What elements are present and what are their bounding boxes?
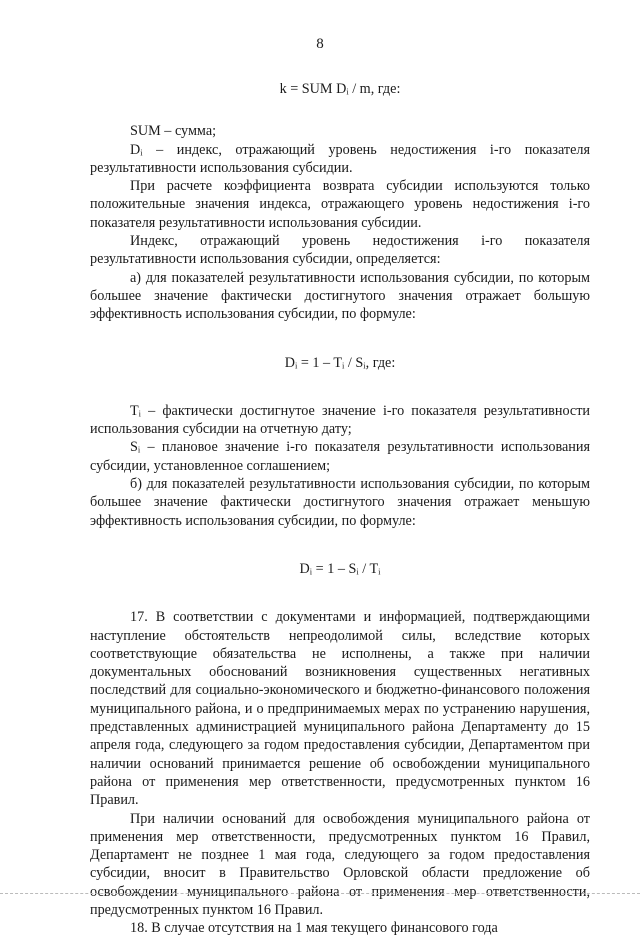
footer-divider xyxy=(0,893,640,894)
formula-a: Dᵢ = 1 – Tᵢ / Sᵢ, где: xyxy=(284,354,396,371)
paragraph-18: 18. В случае отсутствия на 1 мая текущего финансового года xyxy=(130,920,498,937)
paragraph-17: 17. В соответствии с документами и информацией, подтверждающими наступление обстоятельств непреодолимой силы, вследствие которых соответствующие обязательства не исполнены, а также при наличии документальных обоснований возникновения существенных негативных последствий для социально-экономического и бюджетно-финансового положения муниципального района, и о предпринимаемых мерах по устранению нарушения, представленных администрацией муниципального района Департаменту до 15 апреля года, следующего за годом предоставления субсидии, Департаментом при наличии оснований принимается решение об освобождении муниципального района от применения мер ответственности, предусмотренных пунктом 16 Правил. xyxy=(90,609,590,809)
definition-si: Sᵢ – плановое значение i-го показателя результативности использования субсидии, установленное соглашением; xyxy=(90,439,590,474)
paragraph-a: а) для показателей результативности использования субсидии, по которым большее значение фактически достигнутого значения отражает большую эффективность использования субсидии, по формуле: xyxy=(90,269,590,323)
paragraph-index: Индекс, отражающий уровень недостижения i-го показателя результативности использования субсидии, определяется: xyxy=(90,233,590,268)
definition-di: Dᵢ – индекс, отражающий уровень недостижения i-го показателя результативности использования субсидии. xyxy=(90,141,590,176)
definition-ti: Tᵢ – фактически достигнутое значение i-го показателя результативности использования субсидии на отчетную дату; xyxy=(90,402,590,438)
page-body xyxy=(90,80,590,938)
paragraph-b: б) для показателей результативности использования субсидии, по которым большее значение фактически достигнутого значения отражает меньшую эффективность использования субсидии, по формуле: xyxy=(90,476,590,529)
definition-sum: SUM – сумма; xyxy=(130,123,217,140)
paragraph-grounds: При наличии оснований для освобождения муниципального района от применения мер ответственности, предусмотренных пунктом 16 Правил, Департамент не позднее 1 мая года, следующего за годом предоставления субсидии, вносит в Правительство Орловской области предложение об освобождении муниципального района от применения мер ответственности, предусмотренных пунктом 16 Правил. xyxy=(90,810,590,918)
page-number: 8 xyxy=(316,36,324,52)
formula-b: Dᵢ = 1 – Sᵢ / Tᵢ xyxy=(299,560,381,577)
formula-k: k = SUM Dᵢ / m, где: xyxy=(279,81,401,97)
paragraph-calculation: При расчете коэффициента возврата субсидии используются только положительные значения индекса, отражающего уровень недостижения i-го показателя результативности использования субсидии. xyxy=(90,178,590,231)
